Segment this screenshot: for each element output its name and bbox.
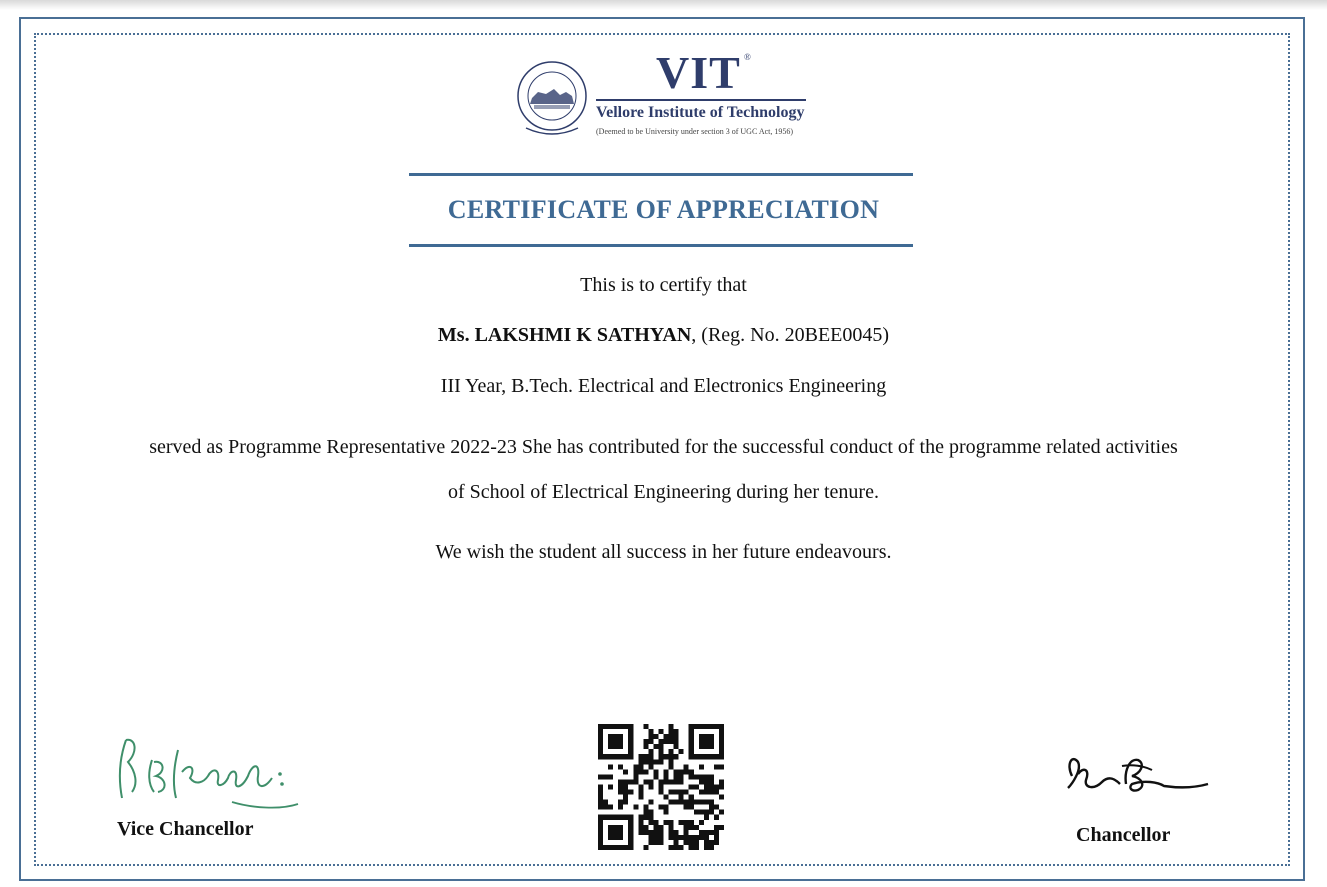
vit-seal-icon xyxy=(516,58,588,140)
qr-module xyxy=(648,739,653,744)
qr-module xyxy=(709,840,714,845)
qr-module xyxy=(648,734,653,739)
qr-module xyxy=(608,805,613,810)
qr-module xyxy=(674,835,679,840)
qr-module xyxy=(648,815,653,820)
qr-module xyxy=(669,800,674,805)
qr-module xyxy=(704,830,709,835)
qr-module xyxy=(658,739,663,744)
qr-module xyxy=(669,825,674,830)
qr-module xyxy=(598,795,603,800)
qr-module xyxy=(719,784,724,789)
qr-module xyxy=(638,825,643,830)
vice-chancellor-signature xyxy=(112,732,302,812)
qr-module xyxy=(719,764,724,769)
qr-module xyxy=(658,754,663,759)
qr-module xyxy=(638,764,643,769)
qr-module xyxy=(648,810,653,815)
qr-module xyxy=(643,759,648,764)
qr-module xyxy=(628,790,633,795)
qr-module xyxy=(643,744,648,749)
qr-module xyxy=(704,784,709,789)
qr-module xyxy=(714,805,719,810)
qr-module xyxy=(623,790,628,795)
qr-module xyxy=(653,734,658,739)
qr-module xyxy=(603,774,608,779)
qr-module xyxy=(709,774,714,779)
qr-module xyxy=(623,779,628,784)
qr-module xyxy=(679,779,684,784)
qr-module xyxy=(648,835,653,840)
qr-module xyxy=(638,759,643,764)
qr-module xyxy=(704,815,709,820)
qr-module xyxy=(648,754,653,759)
qr-module xyxy=(638,790,643,795)
qr-module xyxy=(664,734,669,739)
qr-module xyxy=(719,779,724,784)
qr-module xyxy=(664,820,669,825)
qr-module xyxy=(643,825,648,830)
qr-module xyxy=(653,759,658,764)
qr-module xyxy=(633,805,638,810)
qr-module xyxy=(669,830,674,835)
qr-module xyxy=(714,825,719,830)
qr-module xyxy=(699,764,704,769)
qr-module xyxy=(643,769,648,774)
qr-module xyxy=(658,729,663,734)
qr-module xyxy=(669,724,674,729)
qr-module xyxy=(689,805,694,810)
qr-module xyxy=(714,840,719,845)
qr-module xyxy=(679,800,684,805)
qr-module xyxy=(638,754,643,759)
qr-module xyxy=(689,840,694,845)
qr-module xyxy=(684,790,689,795)
qr-module xyxy=(674,729,679,734)
chancellor-label: Chancellor xyxy=(1076,824,1171,846)
qr-module xyxy=(679,774,684,779)
qr-module xyxy=(694,835,699,840)
qr-module xyxy=(669,739,674,744)
qr-module xyxy=(664,805,669,810)
qr-module xyxy=(664,795,669,800)
qr-module xyxy=(638,795,643,800)
qr-module xyxy=(633,769,638,774)
qr-module xyxy=(669,790,674,795)
qr-module xyxy=(643,739,648,744)
qr-module xyxy=(653,769,658,774)
qr-module xyxy=(664,754,669,759)
qr-module xyxy=(598,805,603,810)
qr-module xyxy=(684,835,689,840)
qr-module xyxy=(618,790,623,795)
closing-wish: We wish the student all success in her future endeavours. xyxy=(435,541,892,563)
qr-module xyxy=(638,830,643,835)
qr-module xyxy=(643,830,648,835)
qr-module xyxy=(643,724,648,729)
qr-module xyxy=(653,820,658,825)
qr-module xyxy=(658,744,663,749)
qr-module xyxy=(658,779,663,784)
qr-module xyxy=(618,800,623,805)
qr-module xyxy=(653,830,658,835)
qr-module xyxy=(658,825,663,830)
logo-registered-mark: ® xyxy=(744,52,751,62)
qr-module xyxy=(694,774,699,779)
qr-module xyxy=(719,825,724,830)
qr-module xyxy=(608,784,613,789)
qr-module xyxy=(648,729,653,734)
qr-module xyxy=(689,835,694,840)
logo-abbreviation: VIT xyxy=(656,47,741,98)
qr-module xyxy=(679,835,684,840)
qr-module xyxy=(689,800,694,805)
qr-module xyxy=(699,820,704,825)
qr-module xyxy=(658,830,663,835)
qr-module xyxy=(699,779,704,784)
qr-module xyxy=(699,800,704,805)
qr-module xyxy=(623,795,628,800)
qr-module xyxy=(714,815,719,820)
qr-module xyxy=(689,825,694,830)
qr-module xyxy=(684,820,689,825)
qr-module xyxy=(704,779,709,784)
qr-module xyxy=(648,840,653,845)
qr-module xyxy=(684,764,689,769)
qr-module xyxy=(689,769,694,774)
qr-module xyxy=(674,800,679,805)
qr-module xyxy=(674,739,679,744)
qr-module xyxy=(638,820,643,825)
qr-module xyxy=(684,800,689,805)
qr-module xyxy=(694,845,699,850)
qr-module xyxy=(674,744,679,749)
qr-module xyxy=(719,795,724,800)
qr-module xyxy=(643,779,648,784)
intro-text: This is to certify that xyxy=(580,274,747,296)
chancellor-signature xyxy=(1062,744,1212,800)
body-line-1: served as Programme Representative 2022-23 She has contributed for the successful conduct of the programme related activities xyxy=(149,436,1178,458)
qr-module xyxy=(664,769,669,774)
programme-text: III Year, B.Tech. Electrical and Electronics Engineering xyxy=(440,375,887,397)
qr-module xyxy=(674,754,679,759)
qr-module xyxy=(628,779,633,784)
qr-module xyxy=(653,825,658,830)
qr-module xyxy=(704,800,709,805)
qr-module xyxy=(643,754,648,759)
qr-module xyxy=(714,784,719,789)
qr-module xyxy=(704,835,709,840)
qr-module xyxy=(709,779,714,784)
qr-module xyxy=(694,840,699,845)
qr-module xyxy=(598,790,603,795)
qr-module xyxy=(679,749,684,754)
qr-module xyxy=(638,784,643,789)
logo-divider xyxy=(596,99,806,101)
certificate-title: CERTIFICATE OF APPRECIATION xyxy=(447,195,880,224)
qr-module xyxy=(689,845,694,850)
qr-module xyxy=(658,759,663,764)
page-top-shade xyxy=(0,0,1327,10)
qr-module xyxy=(608,764,613,769)
qr-module xyxy=(689,774,694,779)
qr-module xyxy=(694,825,699,830)
qr-module xyxy=(669,820,674,825)
qr-module xyxy=(664,774,669,779)
qr-module xyxy=(648,800,653,805)
qr-module xyxy=(674,769,679,774)
qr-module xyxy=(709,784,714,789)
qr-module xyxy=(633,764,638,769)
qr-module xyxy=(618,805,623,810)
qr-module xyxy=(709,830,714,835)
qr-module xyxy=(674,830,679,835)
qr-module xyxy=(674,840,679,845)
qr-module xyxy=(704,810,709,815)
qr-module xyxy=(648,820,653,825)
qr-module xyxy=(669,845,674,850)
qr-module xyxy=(653,744,658,749)
qr-module xyxy=(598,800,603,805)
qr-module xyxy=(699,810,704,815)
qr-module xyxy=(633,774,638,779)
qr-module xyxy=(714,835,719,840)
logo-tagline: (Deemed to be University under section 3 of UGC Act, 1956) xyxy=(596,127,794,136)
qr-module xyxy=(643,845,648,850)
qr-module xyxy=(664,810,669,815)
qr-module xyxy=(648,749,653,754)
qr-module xyxy=(664,779,669,784)
qr-module xyxy=(679,795,684,800)
qr-module xyxy=(704,840,709,845)
qr-module xyxy=(643,815,648,820)
qr-module xyxy=(648,779,653,784)
qr-module xyxy=(633,779,638,784)
qr-module xyxy=(704,845,709,850)
title-rule-bottom xyxy=(409,244,913,247)
qr-module xyxy=(699,835,704,840)
qr-module xyxy=(603,800,608,805)
title-rule-top xyxy=(409,173,913,176)
qr-module xyxy=(674,779,679,784)
qr-module xyxy=(679,790,684,795)
qr-module xyxy=(658,840,663,845)
qr-module xyxy=(669,734,674,739)
qr-module xyxy=(653,835,658,840)
qr-module xyxy=(704,774,709,779)
qr-module xyxy=(699,830,704,835)
student-line xyxy=(0,324,1327,347)
qr-module xyxy=(684,840,689,845)
qr-module xyxy=(598,784,603,789)
qr-module xyxy=(664,739,669,744)
qr-module xyxy=(669,764,674,769)
qr-module xyxy=(658,784,663,789)
qr-module xyxy=(648,830,653,835)
qr-module xyxy=(679,820,684,825)
qr-module xyxy=(709,810,714,815)
qr-module xyxy=(623,784,628,789)
qr-module xyxy=(674,774,679,779)
qr-module xyxy=(618,779,623,784)
qr-module xyxy=(623,769,628,774)
qr-module xyxy=(694,800,699,805)
qr-module xyxy=(689,795,694,800)
qr-module xyxy=(694,784,699,789)
qr-module xyxy=(699,774,704,779)
vice-chancellor-label: Vice Chancellor xyxy=(117,818,254,840)
qr-module xyxy=(684,825,689,830)
qr-module xyxy=(694,810,699,815)
qr-module xyxy=(669,835,674,840)
qr-module xyxy=(658,749,663,754)
qr-module xyxy=(598,774,603,779)
qr-module xyxy=(699,790,704,795)
qr-module xyxy=(669,759,674,764)
qr-module xyxy=(669,779,674,784)
qr-module xyxy=(658,835,663,840)
registration-number: , (Reg. No. 20BEE0045) xyxy=(691,324,890,346)
qr-module xyxy=(623,800,628,805)
qr-module xyxy=(603,805,608,810)
qr-module xyxy=(674,790,679,795)
qr-module xyxy=(714,830,719,835)
qr-module xyxy=(648,784,653,789)
qr-module xyxy=(638,815,643,820)
qr-module xyxy=(648,759,653,764)
body-line-2: of School of Electrical Engineering during her tenure. xyxy=(448,481,879,503)
qr-module xyxy=(719,810,724,815)
qr-module xyxy=(658,790,663,795)
qr-module xyxy=(674,734,679,739)
qr-module xyxy=(684,769,689,774)
qr-module xyxy=(679,845,684,850)
qr-module xyxy=(618,784,623,789)
qr-module xyxy=(618,764,623,769)
qr-module xyxy=(669,754,674,759)
qr-module xyxy=(689,784,694,789)
qr-module xyxy=(689,820,694,825)
qr-module xyxy=(709,845,714,850)
qr-module xyxy=(714,790,719,795)
qr-module xyxy=(709,800,714,805)
qr-module xyxy=(714,764,719,769)
qr-module xyxy=(648,764,653,769)
qr-module xyxy=(684,805,689,810)
qr-module xyxy=(608,774,613,779)
qr-module xyxy=(653,840,658,845)
qr-module xyxy=(669,749,674,754)
student-name: Ms. LAKSHMI K SATHYAN xyxy=(437,324,692,346)
qr-code-icon xyxy=(598,724,724,850)
qr-module xyxy=(684,830,689,835)
qr-module xyxy=(643,810,648,815)
qr-module xyxy=(669,729,674,734)
qr-module xyxy=(679,769,684,774)
qr-module xyxy=(709,805,714,810)
qr-module xyxy=(709,790,714,795)
qr-module xyxy=(653,774,658,779)
qr-module xyxy=(674,845,679,850)
qr-module xyxy=(658,805,663,810)
qr-module xyxy=(643,805,648,810)
qr-module xyxy=(704,790,709,795)
logo-institute-name: Vellore Institute of Technology xyxy=(596,104,805,121)
qr-module xyxy=(638,769,643,774)
